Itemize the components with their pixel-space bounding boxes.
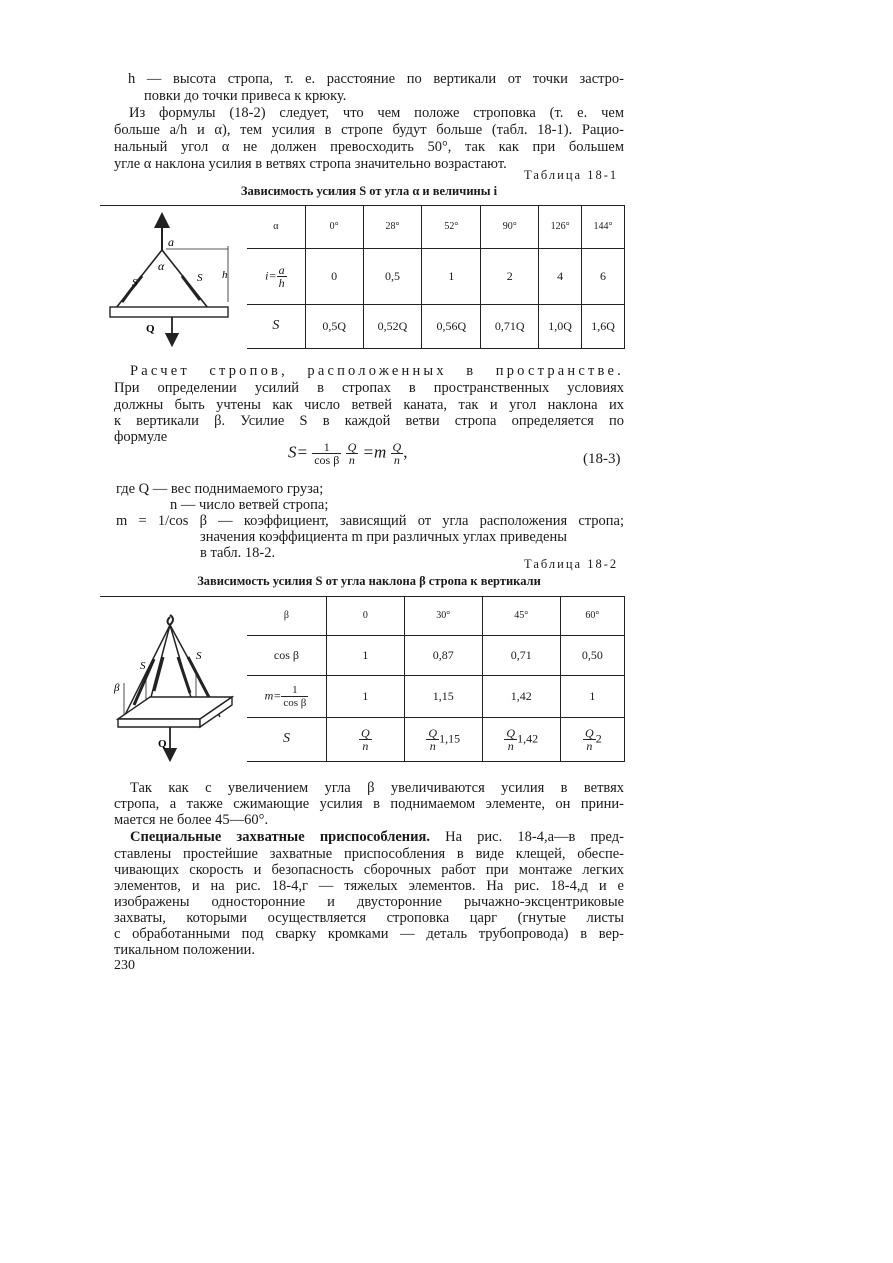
sling-figure-1 (100, 206, 246, 350)
s-den: n (586, 738, 593, 753)
text-line: формуле (114, 429, 168, 445)
s-den: n (507, 738, 514, 753)
label-s-left: S (132, 277, 138, 289)
table-cell: 45° (482, 597, 560, 635)
text-line: с обработанными под сварку кромками — деталь трубопровода) в вер- (114, 926, 624, 942)
formula-mid: =m (362, 442, 387, 462)
text-line: больше a/h и α), тем усилия в стропе будут больше (табл. 18-1). Рацио- (114, 122, 624, 138)
table-caption: Зависимость усилия S от угла α и величины i (240, 184, 498, 198)
section-title: Специальные захватные приспособления. (130, 829, 430, 845)
s-mult: 2 (595, 730, 602, 745)
table-cell: 1,0Q (539, 304, 582, 348)
table-number: Таблица 18-2 (524, 557, 619, 571)
table-cell: 1 (422, 248, 481, 304)
table-cell: 126° (539, 206, 582, 248)
text-line: тикальном положении. (114, 942, 255, 958)
table-cell: 0 (326, 597, 404, 635)
s-den: n (362, 738, 369, 753)
table-cell: S (247, 304, 305, 348)
sling-figure-2 (100, 597, 246, 765)
text-line: h — высота стропа, т. е. расстояние по вертикали от точки застро- (128, 71, 624, 87)
table-cell: 28° (363, 206, 422, 248)
formula-den: n (348, 453, 355, 467)
formula-num: Q (347, 440, 357, 454)
text-run: На рис. 18-4,а—в пред- (429, 829, 624, 845)
formula-number: (18-3) (583, 451, 621, 467)
s-num: Q (428, 725, 438, 740)
table-cell: 1,15 (404, 675, 482, 717)
table-row (247, 635, 625, 675)
label-s-right: S (197, 272, 203, 284)
table-row (247, 304, 625, 348)
table-caption: Зависимость усилия S от угла наклона β стропа к вертикали (197, 574, 541, 588)
table-cell (482, 717, 560, 761)
table-cell: 52° (422, 206, 481, 248)
label-beta: β (114, 682, 120, 694)
i-num: a (278, 262, 285, 277)
table-cell: 90° (481, 206, 539, 248)
table-cell: 0,56Q (422, 304, 481, 348)
s-den: n (429, 738, 436, 753)
text-line: значения коэффициента m при различных углах приведены (200, 529, 567, 545)
text-line: мается не более 45—60°. (114, 812, 269, 828)
text-line: повки до точки привеса к крюку. (144, 88, 347, 104)
label-h: h (222, 269, 228, 281)
table-cell: 60° (560, 597, 624, 635)
table-cell: 4 (539, 248, 582, 304)
table-cell (247, 675, 326, 717)
label-q: Q (158, 738, 167, 750)
text-line: элементов, и на рис. 18-4,г — тяжелых элементов. На рис. 18-4,д и е (114, 878, 624, 894)
table-row (247, 717, 625, 761)
text-line (130, 829, 624, 846)
text-line: n — число ветвей стропа; (170, 497, 329, 513)
s-mult: 1,15 (439, 730, 461, 745)
page-number: 230 (114, 958, 135, 973)
table-cell: 0° (305, 206, 363, 248)
text-line: При определении усилий в стропах в пространственных условиях (114, 380, 624, 396)
s-mult: 1,42 (517, 730, 539, 745)
label-q: Q (146, 323, 155, 335)
text-line: нальный угол α не должен превосходить 50°, так как при большем (114, 139, 624, 155)
table-cell: 6 (582, 248, 625, 304)
s-num: Q (585, 725, 594, 740)
table-cell (560, 717, 624, 761)
table-row (247, 248, 625, 304)
label-s: S (196, 650, 202, 662)
label-s: S (140, 660, 146, 672)
table-cell: 30° (404, 597, 482, 635)
table-cell: β (247, 597, 326, 635)
text-line: должны быть учтены как число ветвей каната, так и угол наклона их (114, 397, 624, 413)
formula-lhs: S= (288, 442, 308, 462)
label-a: a (168, 235, 174, 249)
text-line: чивающих скорость и безопасность сборочных работ при монтаже легких (114, 862, 624, 878)
table-cell: 144° (582, 206, 625, 248)
i-den: h (278, 275, 285, 290)
table-cell: 2 (481, 248, 539, 304)
text-line: захваты, которыми осуществляется строповка царг (гнутые листы (114, 910, 624, 926)
text-line: к вертикали β. Усилие S в каждой ветви стропа определяется по (114, 413, 624, 429)
i-label: i= (265, 267, 277, 282)
table-cell: 0,5 (363, 248, 422, 304)
table-cell: 0,71Q (481, 304, 539, 348)
table-cell: α (247, 206, 305, 248)
table-cell: 0,87 (404, 635, 482, 675)
m-label: m= (264, 687, 282, 702)
formula-num: Q (392, 440, 402, 454)
table-cell: 1 (560, 675, 624, 717)
table-cell: 0,71 (482, 635, 560, 675)
formula-den: n (393, 453, 400, 467)
label-alpha: α (158, 259, 165, 273)
table-cell (404, 717, 482, 761)
table-cell (247, 248, 305, 304)
table-cell: 0,5Q (305, 304, 363, 348)
table-cell: S (247, 717, 326, 761)
text-line: Из формулы (18-2) следует, что чем положе строповка (т. е. чем (129, 105, 624, 121)
m-num: 1 (281, 684, 308, 697)
table-18-2 (247, 597, 625, 762)
s-num: Q (506, 725, 516, 740)
text-line: изображены односторонние и двусторонние рычажно-эксцентриковые (114, 894, 624, 910)
text-line: в табл. 18-2. (200, 545, 276, 561)
table-cell: cos β (247, 635, 326, 675)
table-row (247, 675, 625, 717)
table-row (247, 206, 625, 248)
formula-18-3 (288, 441, 407, 466)
table-cell: 0,52Q (363, 304, 422, 348)
table-cell: 1,6Q (582, 304, 625, 348)
s-num: Q (360, 725, 370, 740)
formula-tail: , (403, 442, 408, 462)
table-cell: 0,50 (560, 635, 624, 675)
table-row (247, 597, 625, 635)
section-heading: Расчет стропов, расположенных в пространстве. (130, 363, 624, 379)
text-line: угле α наклона усилия в ветвях стропа значительно возрастают. (114, 156, 507, 172)
table-18-1 (247, 206, 625, 349)
m-den: cos β (283, 696, 307, 709)
text-line: ставлены простейшие захватные приспособления в виде клещей, обеспе- (114, 846, 624, 862)
table-cell: 1,42 (482, 675, 560, 717)
table-cell: 1 (326, 635, 404, 675)
text-line: Так как с увеличением угла β увеличиваются усилия в ветвях (130, 780, 624, 796)
table-cell: 0 (305, 248, 363, 304)
table-cell: 1 (326, 675, 404, 717)
table-cell (326, 717, 404, 761)
text-line: где Q — вес поднимаемого груза; (116, 481, 324, 497)
formula-den: cos β (314, 453, 340, 467)
text-line: стропа, а также сжимающие усилия в поднимаемом элементе, он прини- (114, 796, 624, 812)
text-line: m = 1/cos β — коэффициент, зависящий от угла расположения стропа; (116, 513, 624, 529)
formula-num: 1 (312, 441, 341, 454)
table-number: Таблица 18-1 (524, 168, 619, 182)
